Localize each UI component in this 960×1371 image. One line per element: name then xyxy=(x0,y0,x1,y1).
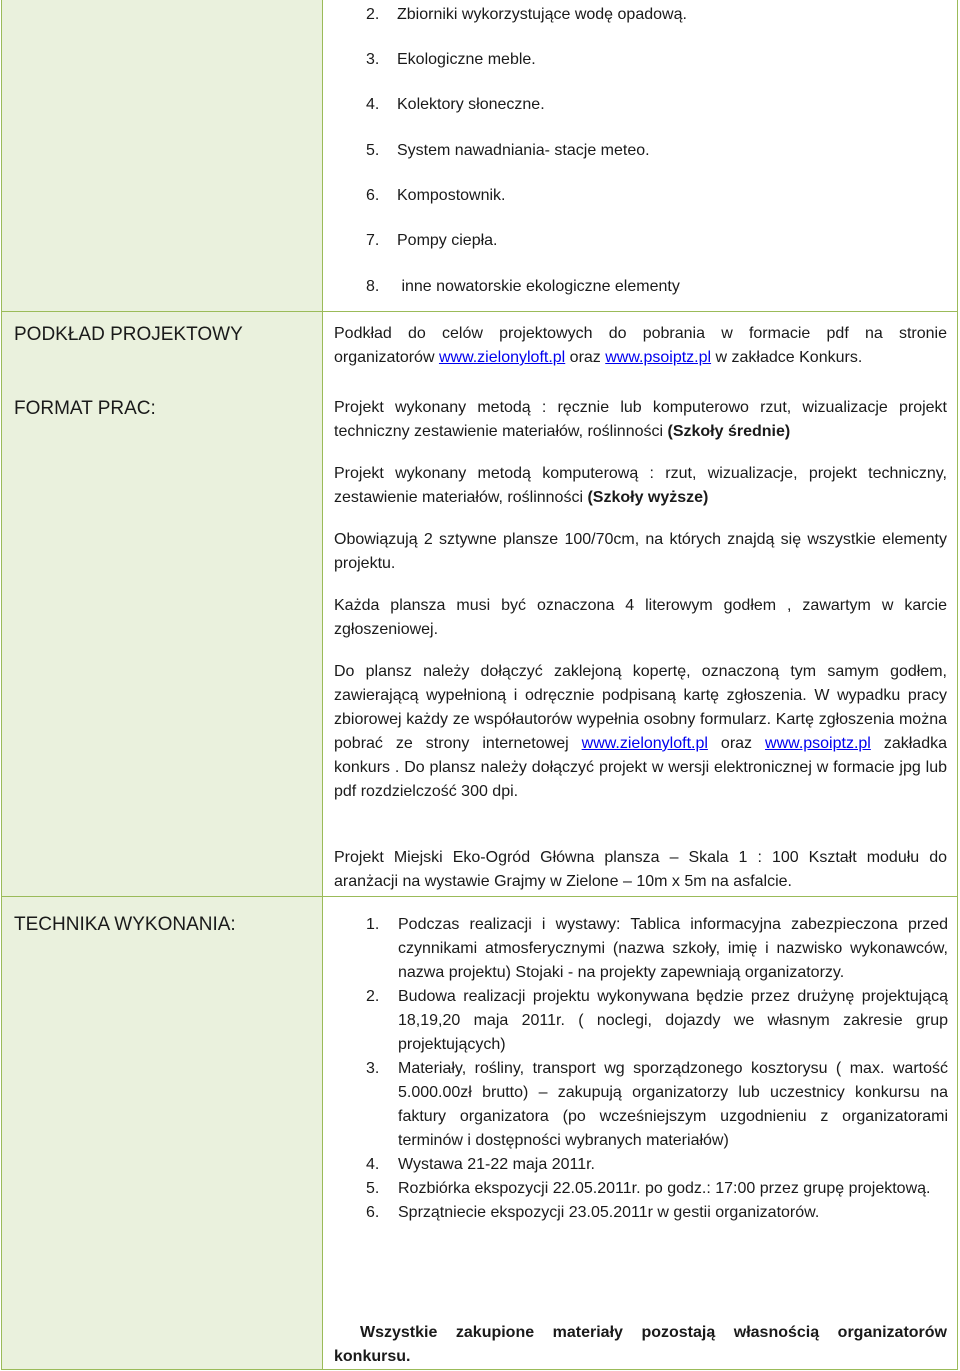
technika-label: TECHNIKA WYKONANIA: xyxy=(14,914,236,935)
list-item: 6. Kompostownik. xyxy=(366,187,506,204)
zielonyloft-link[interactable]: www.zielonyloft.pl xyxy=(438,349,566,366)
format-paragraph-6: Projekt Miejski Eko-Ogród Główna plansza – Skala 1 : 100 Kształt modułu do aranżacji na wystawie Grajmy w Zielone – 10m x 5m na asfalcie. xyxy=(334,849,947,890)
psoiptz-link[interactable]: www.psoiptz.pl xyxy=(765,735,871,752)
list-item: 8. inne nowatorskie ekologiczne elementy xyxy=(366,278,680,295)
format-paragraph-3: Obowiązują 2 sztywne plansze 100/70cm, na których znajdą się wszystkie elementy projektu. xyxy=(334,531,947,572)
list-item: 5. Rozbiórka ekspozycji 22.05.2011r. po godz.: 17:00 przez grupę projektową. xyxy=(366,1180,931,1197)
list-item: 6. Sprzątniecie ekspozycji 23.05.2011r w gestii organizatorów. xyxy=(366,1204,820,1221)
format-label: FORMAT PRAC: xyxy=(14,398,156,419)
list-item: 4. Kolektory słoneczne. xyxy=(366,96,545,113)
row-divider xyxy=(1,311,958,312)
format-paragraph-4: Każda plansza musi być oznaczona 4 literowym godłem , zawartym w karcie zgłoszeniowej. xyxy=(334,597,947,638)
podklad-label: PODKŁAD PROJEKTOWY xyxy=(14,324,243,345)
list-item: 7. Pompy ciepła. xyxy=(366,232,498,249)
list-item: 3. Materiały, rośliny, transport wg sporządzonego kosztorysu ( max. wartość 5.000.00zł brutto) – zakupują organizatorzy lub uczestnicy konkursu na faktury organizatora (po wcześniejszym uzgodnieniu z organizatorami terminów i dostępności wybranych materiałów) xyxy=(366,1060,948,1149)
list-item: 5. System nawadniania- stacje meteo. xyxy=(366,142,650,159)
format-paragraph-5: Do plansz należy dołączyć zaklejoną kopertę, oznaczoną tym samym godłem, zawierającą wypełnioną i odręcznie podpisaną kartę zgłoszenia. W wypadku pracy zbiorowej każdy ze współautorów wypełnia osobny formularz. Kartę zgłoszenia można pobrać ze strony internetowej www.zielonyloft.pl oraz www.psoiptz.pl zakładka konkurs . Do plansz należy dołączyć projekt w wersji elektronicznej w formacie jpg lub pdf rozdzielczość 300 dpi. xyxy=(334,663,947,800)
zielonyloft-link[interactable]: www.zielonyloft.pl xyxy=(581,735,708,752)
podklad-text: Podkład do celów projektowych do pobrania w formacie pdf na stronie organizatorów www.zielonyloft.pl oraz www.psoiptz.pl w zakładce Konkurs. xyxy=(334,325,947,366)
row-divider xyxy=(1,896,958,897)
technika-footer: Wszystkie zakupione materiały pozostają własnością organizatorów konkursu. xyxy=(334,1324,947,1365)
list-item: 2. Zbiorniki wykorzystujące wodę opadową. xyxy=(366,6,687,23)
list-item: 2. Budowa realizacji projektu wykonywana będzie przez drużynę projektującą 18,19,20 maja 2011r. ( noclegi, dojazdy we własnym zakresie grup projektujących) xyxy=(366,988,948,1053)
technika-list xyxy=(366,913,948,1225)
format-paragraph-2: Projekt wykonany metodą komputerową : rzut, wizualizacje, projekt techniczny, zestawienie materiałów, roślinności (Szkoły wyższe) xyxy=(334,465,947,506)
psoiptz-link[interactable]: www.psoiptz.pl xyxy=(605,349,712,366)
list-item: 3. Ekologiczne meble. xyxy=(366,51,536,68)
list-item: 4. Wystawa 21-22 maja 2011r. xyxy=(366,1156,595,1173)
list-item: 1. Podczas realizacji i wystawy: Tablica informacyjna zabezpieczona przed czynnikami atmosferycznymi (nazwa szkoły, imię i nazwisko wykonawców, nazwa projektu) Stojaki - na projekty zapewniają organizatorzy. xyxy=(366,916,948,981)
format-paragraph-1: Projekt wykonany metodą : ręcznie lub komputerowo rzut, wizualizacje projekt techniczny zestawienie materiałów, roślinności (Szkoły średnie) xyxy=(334,399,947,440)
